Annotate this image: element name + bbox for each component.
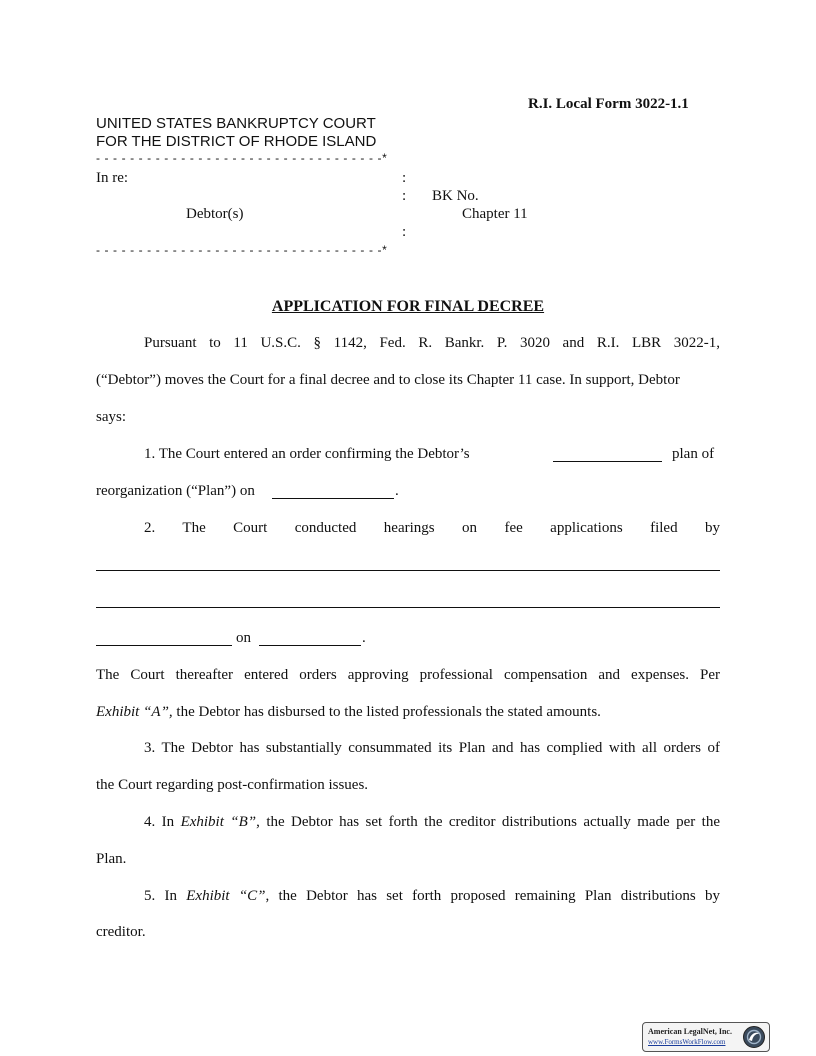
- caption-colon: :: [402, 188, 407, 204]
- p4-line1: [96, 814, 720, 831]
- fee-applicants-field-2[interactable]: [96, 607, 720, 608]
- form-number: R.I. Local Form 3022-1.1: [528, 96, 689, 112]
- p3-line1-text: 3. The Debtor has substantially consummated its Plan and has complied with all orders of: [144, 740, 720, 756]
- p1-text-c: reorganization (“Plan”) on: [96, 483, 255, 499]
- intro-line1: [96, 335, 720, 352]
- exhibit-c-ref: Exhibit “C”: [186, 888, 266, 904]
- court-name-line1: UNITED STATES BANKRUPTCY COURT: [96, 115, 376, 132]
- logo-url[interactable]: www.FormsWorkFlow.com: [648, 1038, 726, 1046]
- p1-text-b: plan of: [672, 446, 715, 462]
- p2-line1-text: 2. The Court conducted hearings on fee applications filed by: [144, 520, 720, 536]
- p2-end: .: [362, 630, 366, 646]
- p3-line2: the Court regarding post-confirmation issues.: [96, 777, 369, 793]
- caption-colon: :: [402, 224, 407, 240]
- exhibit-b-ref: Exhibit “B”: [180, 814, 257, 830]
- p2-cont-line2: [96, 704, 720, 721]
- caption-dash-line-bottom: - - - - - - - - - - - - - - - - - - - - - - - - - - - - - - - - - -*: [96, 243, 388, 257]
- plan-type-field[interactable]: [553, 447, 662, 467]
- american-legalnet-logo[interactable]: [642, 1022, 770, 1052]
- confirmation-date-field[interactable]: [272, 484, 394, 504]
- intro-line3: says:: [96, 409, 126, 425]
- p2-cont-line1: The Court thereafter entered orders approving professional compensation and expenses. Per: [96, 667, 720, 683]
- intro-line1-text: Pursuant to 11 U.S.C. § 1142, Fed. R. Bankr. P. 3020 and R.I. LBR 3022-1,: [144, 335, 720, 351]
- exhibit-a-ref: Exhibit “A”,: [96, 704, 173, 720]
- logo-company: American LegalNet, Inc.: [648, 1027, 732, 1036]
- bk-no-label: BK No.: [432, 188, 479, 204]
- p2-line1: [96, 520, 720, 537]
- globe-icon: [742, 1025, 766, 1049]
- hearing-date-field[interactable]: [259, 631, 361, 651]
- chapter-label: Chapter 11: [462, 206, 528, 222]
- p5-post: , the Debtor has set forth proposed remaining Plan distributions by: [265, 888, 721, 904]
- p2-on-label: on: [236, 630, 251, 646]
- p4-pre: 4. In: [144, 814, 181, 830]
- p1-text-a: 1. The Court entered an order confirming the Debtor’s: [144, 446, 470, 462]
- in-re-label: In re:: [96, 170, 129, 186]
- p5-pre: 5. In: [144, 888, 187, 904]
- court-name-line2: FOR THE DISTRICT OF RHODE ISLAND: [96, 133, 377, 150]
- p4-post: , the Debtor has set forth the creditor distributions actually made per the: [256, 814, 721, 830]
- p2-cont-line2-text: the Debtor has disbursed to the listed professionals the stated amounts.: [172, 704, 601, 720]
- p3-line1: [96, 740, 720, 757]
- caption-dash-line-top: - - - - - - - - - - - - - - - - - - - - - - - - - - - - - - - - - -*: [96, 151, 388, 165]
- caption-colon: :: [402, 170, 407, 186]
- intro-line2: (“Debtor”) moves the Court for a final decree and to close its Chapter 11 case. In support, Debtor: [96, 372, 680, 388]
- fee-applicant-field[interactable]: [96, 631, 232, 651]
- p5-line1: [96, 888, 720, 905]
- p5-line2: creditor.: [96, 924, 146, 940]
- document-title: APPLICATION FOR FINAL DECREE: [271, 298, 545, 315]
- fee-applicants-field-1[interactable]: [96, 570, 720, 571]
- debtor-label: Debtor(s): [186, 206, 244, 222]
- p1-text-d: .: [395, 483, 399, 499]
- p4-line2: Plan.: [96, 851, 127, 867]
